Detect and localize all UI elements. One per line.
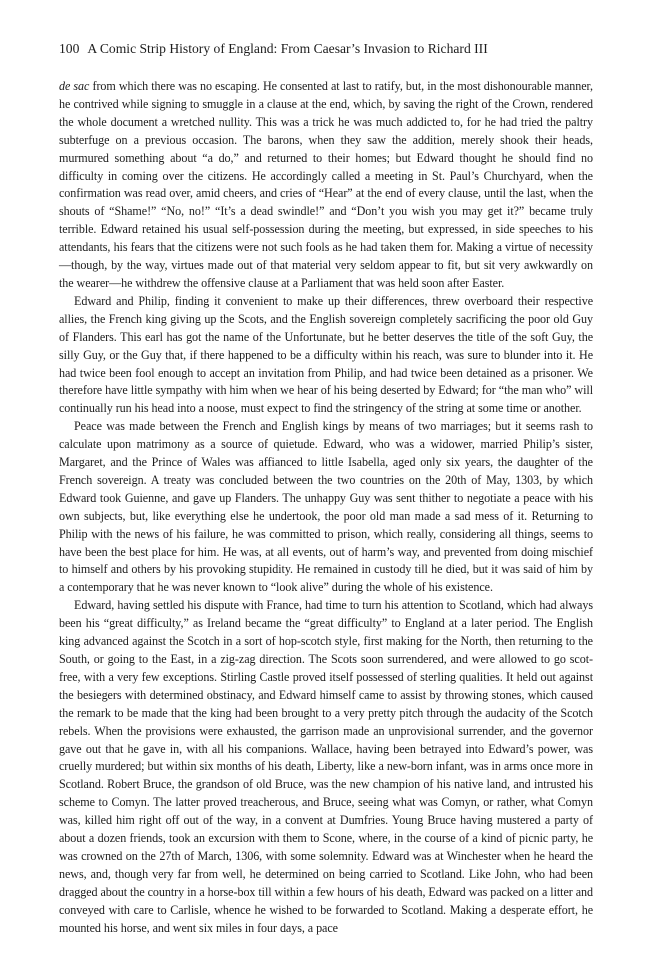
page-number: 100 [59, 41, 80, 56]
book-title: A Comic Strip History of England: From Caesar’s Invasion to Richard III [87, 41, 488, 56]
paragraph-3: Peace was made between the French and English kings by means of two marriages; but it seems rash to calculate upon matrimony as a source of quietude. Edward, who was a widower, married Philip’s sister, Margaret, and the Prince of Wales was affianced to little Isabella, aged only six years, the daughter of the French sovereign. A treaty was concluded between the two countries on the 20th of May, 1303, by which Edward took Guienne, and gave up Flanders. The unhappy Guy was sent thither to negotiate a peace with his own subjects, but, like everything else he undertook, the poor old man made a sad mess of it. Returning to Philip with the news of his failure, he was committed to prison, which really, considering all things, seems to have been the best place for him. He was, at all events, out of harm’s way, and prevented from doing mischief to himself and others by his provoking stupidity. He remained in custody till he died, but it was said of him by a contemporary that he was never known to “look alive” during the whole of his existence. [59, 419, 593, 595]
paragraph-2: Edward and Philip, finding it convenient to make up their differences, threw overboard their respective allies, the French king giving up the Scots, and the English sovereign completely sacrificing the poor old Guy of Flanders. This earl has got the name of the Unfortunate, but he better deserves the title of the soft Guy, the silly Guy, or the Guy that, if there happened to be a difficulty within his reach, was sure to blunder into it. He had twice been fool enough to accept an invitation from Philip, and had twice been detained as a prisoner. We therefore have little sympathy with him when we hear of his being deserted by Edward; for “the man who” will continually run his head into a noose, must expect to find the stringency of the string at some time or another. [59, 293, 593, 416]
paragraph-1 [59, 78, 593, 293]
paragraph-4: Edward, having settled his dispute with France, had time to turn his attention to Scotland, which had always been his “great difficulty,” as Ireland became the “great difficulty” to England at a later period. The English king advanced against the Scotch in a sort of hop-scotch style, first making for the North, then returning to the South, or going to the East, in a zig-zag direction. The Scots soon surrendered, and were allowed to go scot-free, with a very few exceptions. Stirling Castle proved itself possessed of sterling qualities. It held out against the besiegers with determined obstinacy, and Edward himself came to assist by throwing stones, which caused the remark to be made that the king had been brought to a very pretty pitch through the audacity of the Scotch rebels. When the provisions were exhausted, the garrison made an unprovisional surrender, and the governor gave out that he gave in, with all his companions. Wallace, having been betrayed into Edward’s power, was cruelly murdered; but within six months of his death, Liberty, like a new-born infant, was in arms once more in Scotland. Robert Bruce, the grandson of old Bruce, was the new champion of his native land, and intrusted his scheme to Comyn. The latter proved treacherous, and Bruce, seeing what was Comyn, or rather, what Comyn was, killed him right off out of the way, in a convent at Dumfries. Young Bruce having mustered a party of about a dozen friends, took an excursion with them to Scone, where, in the course of a kind of picnic party, he was crowned on the 27th of March, 1306, with some solemnity. Edward was at Winchester when he heard the news, and, though very far from well, he determined on being carried to Scotland. Like John, who had been dragged about the country in a horse-box till within a few hours of his death, Edward was packed on a litter and conveyed with care to Carlisle, whence he wished to be forwarded to Scotland. Making a desperate effort, he mounted his horse, and went six miles in four days, a pace [59, 598, 593, 935]
paragraph-1-text: from which there was no escaping. He consented at last to ratify, but, in the most dishonourable manner, he contrived while signing to smuggle in a clause at the end, which, by saving the right of the Crown, rendered the whole document a wretched nullity. This was a trick he was much addicted to, for he had tried the paltry subterfuge on a previous occasion. The barons, when they saw the addition, merely shook their heads, murmured something about “a do,” and returned to their homes; but Edward thought he should find no difficulty in coming over the citizens. He accordingly called a meeting in St. Paul’s Churchyard, when the confirmation was read over, amid cheers, and cries of “Hear” at the end of every clause, until the last, when the shouts of “Shame!” “No, no!” “It’s a dead swindle!” and “Don’t you wish you may get it?” became truly terrible. Edward retained his usual self-possession during the meeting, but expressed, in side speeches to his attendants, his fears that the citizens were not such fools as he had taken them for. Making a virtue of necessity—though, by the way, virtues made out of that material very seldom appear to fit, but sit very awkwardly on the wearer—he withdrew the offensive clause at a Parliament that was held soon after Easter. [59, 79, 594, 290]
body-text [59, 78, 593, 938]
paragraph-1-italic-lead: de sac [59, 79, 90, 93]
book-page [59, 40, 593, 938]
running-head [59, 40, 593, 58]
